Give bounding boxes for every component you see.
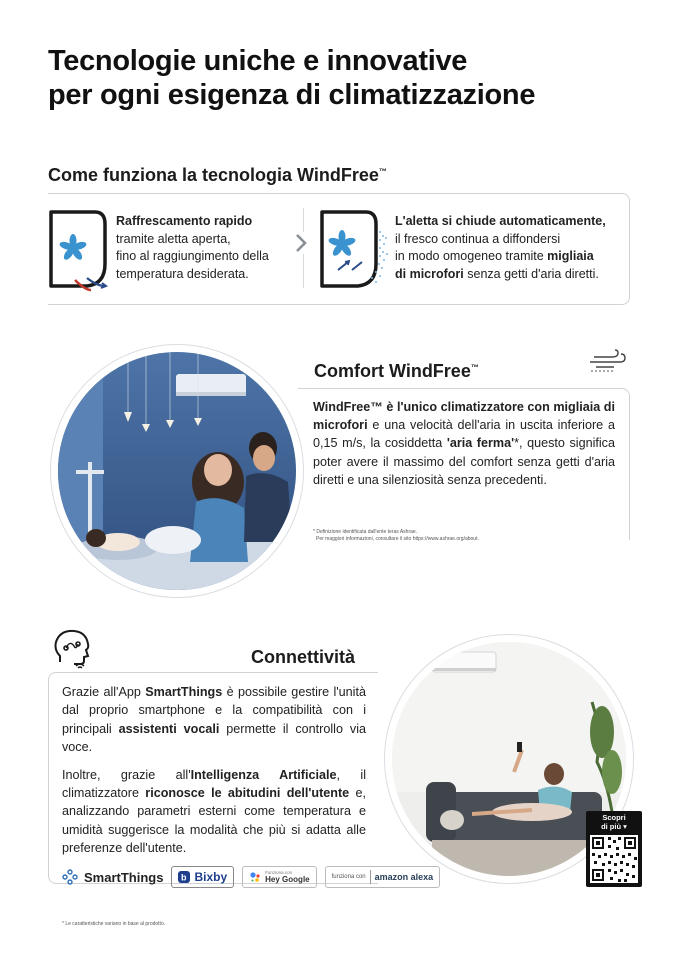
qr-label-line1: Scopri: [602, 813, 626, 822]
connectivity-paragraph2: [62, 766, 366, 858]
alexa-divider: [370, 870, 371, 884]
windfree-step2-line3b: migliaia: [547, 249, 594, 263]
ac-unit-closed-flap-icon: [318, 208, 390, 294]
qr-code-icon: [590, 835, 638, 883]
page-title-line2: per ogni esigenza di climatizzazione: [48, 79, 536, 111]
smartthings-logo: [62, 869, 163, 885]
windfree-step1-line2: tramite aletta aperta,: [116, 231, 231, 246]
comfort-footnote: [313, 529, 613, 543]
google-big-label: Hey Google: [265, 875, 310, 884]
connectivity-p2-bold1: Intelligenza Artificiale: [190, 767, 337, 782]
connectivity-p1-bold2: assistenti vocali: [118, 721, 220, 736]
caret-down-icon: ▾: [623, 821, 627, 831]
ai-head-icon: [52, 628, 92, 670]
alexa-logo: [325, 866, 441, 888]
comfort-body: [313, 398, 615, 489]
windfree-step2-line4a: di microfori: [395, 266, 464, 281]
connectivity-p2-text3: e, analizzando parametri esterni come temperatura e umidità suggerisce la modalità che più si adatta alle preferenze dell'utente.: [62, 786, 366, 856]
comfort-body-text2: *, questo significa poter avere il massimo del comfort senza getti d'aria diretti e una silenziosità senza precedenti.: [313, 436, 615, 487]
windfree-step2-line4b: senza getti d'aria diretti.: [463, 266, 599, 281]
comfort-title: [314, 361, 479, 382]
connectivity-p2-text1: Inoltre, grazie all': [62, 767, 191, 782]
google-assistant-icon: [249, 871, 261, 883]
windfree-step2-text: [395, 213, 606, 283]
windfree-step1-bold: Raffrescamento rapido: [116, 214, 253, 228]
bixby-logo: [171, 866, 234, 888]
svg-text:b: b: [181, 872, 187, 883]
connectivity-p1-text2: è possibile gestire l'unità dal proprio smartphone e la compatibilità con i principali: [62, 685, 366, 736]
smartthings-icon: [62, 869, 78, 885]
windfree-tech-title-tm: ™: [378, 167, 387, 176]
bixby-icon: [178, 871, 190, 883]
page-title: [48, 44, 648, 112]
connectivity-p1-text3: permette il controllo via voce.: [62, 721, 366, 755]
comfort-footnote-line2: Per maggiori informazioni, consultare il sito https://www.ashrae.org/about.: [316, 536, 479, 542]
comfort-body-bold2: 'aria ferma': [446, 436, 515, 451]
windfree-step2-line3a: in modo omogeneo tramite: [395, 249, 548, 263]
qr-label-line2-text: di più: [601, 821, 622, 831]
comfort-title-text: Comfort WindFree: [314, 361, 471, 381]
assistant-logos: [62, 866, 440, 888]
smartthings-label: SmartThings: [84, 869, 164, 885]
windfree-wind-icon: [588, 349, 628, 375]
connectivity-p2-text2: , il climatizzatore: [62, 767, 367, 801]
comfort-body-bold1: WindFree™ è l'unico climatizzatore con migliaia di microfori: [313, 400, 615, 433]
bixby-label: Bixby: [194, 870, 228, 884]
windfree-step2-line2: il fresco continua a diffondersi: [395, 231, 561, 246]
windfree-step1-text: [116, 213, 269, 283]
connectivity-p2-bold2: riconosce le abitudini dell'utente: [145, 786, 350, 801]
connectivity-title: Connettività: [251, 647, 356, 667]
ac-unit-open-flap-icon: [47, 208, 111, 294]
comfort-photo: [58, 352, 296, 590]
connectivity-paragraph1: [62, 683, 366, 757]
qr-label: [586, 811, 642, 831]
windfree-step1-line3: fino al raggiungimento della: [116, 249, 269, 263]
comfort-title-tm: ™: [470, 363, 479, 372]
chevron-right-icon: [293, 232, 309, 254]
windfree-tech-title: [48, 165, 387, 186]
google-assistant-logo: [242, 866, 316, 888]
connectivity-p1-bold1: SmartThings: [145, 685, 223, 699]
qr-code-box[interactable]: [586, 811, 642, 887]
page-title-line1: Tecnologie uniche e innovative: [48, 45, 468, 77]
alexa-big-label: amazon alexa: [374, 872, 434, 882]
windfree-step2-bold: L'aletta si chiude automaticamente,: [395, 214, 606, 228]
qr-label-line2: [586, 823, 642, 832]
connectivity-p1-text1: Grazie all'App: [62, 685, 146, 699]
comfort-body-text1: e una velocità dell'aria in uscita inferiore a 0,15 m/s, la cosiddetta: [313, 418, 615, 451]
family-bedroom-photo: [58, 352, 296, 590]
connectivity-body: [62, 683, 366, 867]
comfort-footnote-line1: * Definizione identificata dall'ente teras Ashrae.: [313, 529, 418, 535]
page-footnote: * Le caratteristiche variano in base al prodotto.: [62, 921, 166, 927]
windfree-tech-title-text: Come funziona la tecnologia WindFree: [48, 165, 379, 185]
alexa-small-label: funziona con: [331, 874, 366, 880]
google-small-label: Funziona con: [265, 870, 293, 875]
windfree-step1-line4: temperatura desiderata.: [116, 266, 249, 281]
